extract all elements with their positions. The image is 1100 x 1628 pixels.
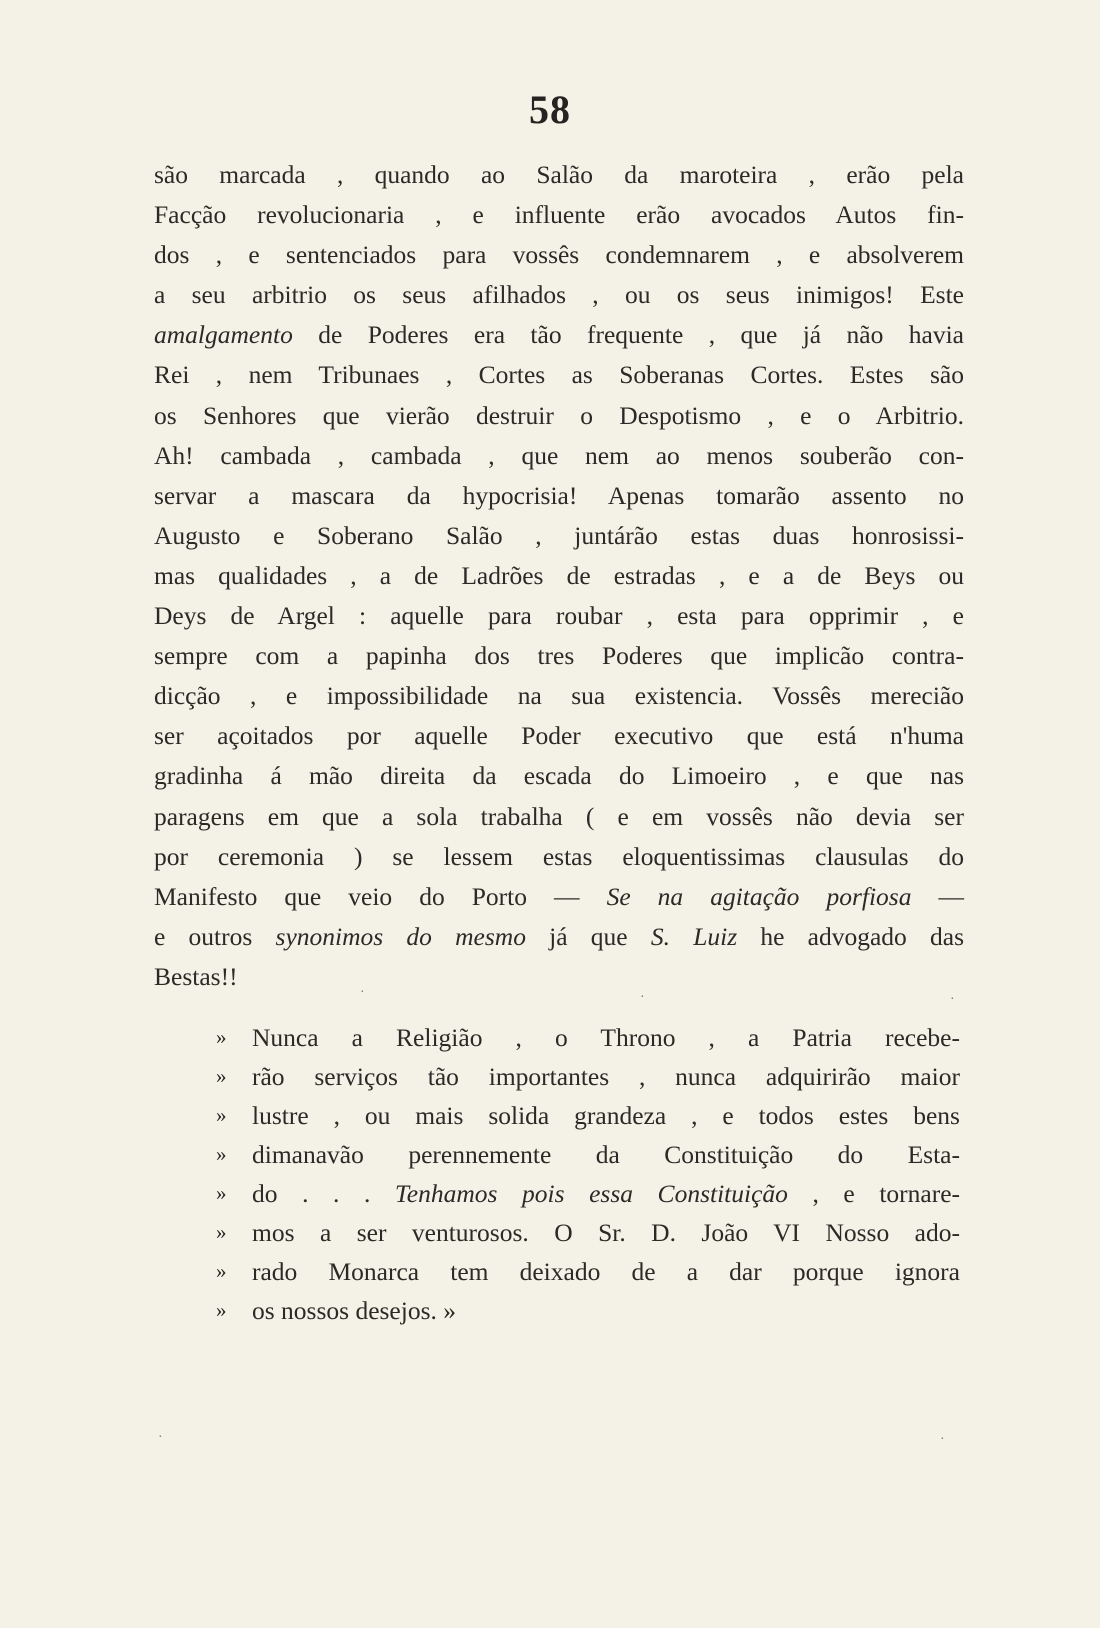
text-fragment: he advogado das	[760, 921, 964, 951]
quote-mark: »	[216, 1064, 227, 1088]
quote-mark: »	[216, 1298, 227, 1322]
page-number: 58	[529, 87, 571, 132]
text-line: gradinha á mão direita da escada do Limoeiro , e que nas	[154, 761, 964, 791]
text-line: são marcada , quando ao Salão da maroteira , erão pela	[154, 160, 964, 189]
quote-line: os nossos desejos. »	[252, 1296, 457, 1325]
text-line: ser açoitados por aquelle Poder executivo que está n'huma	[154, 721, 964, 751]
quote-line	[252, 1174, 960, 1213]
quote-mark: »	[216, 1103, 227, 1127]
quote-line: mos a ser venturosos. O Sr. D. João VI Nosso ado-	[252, 1218, 960, 1247]
text-line	[154, 315, 964, 355]
body-paragraph	[154, 155, 964, 997]
text-fragment: do . . .	[252, 1179, 371, 1208]
italic-phrase: Tenhamos pois essa Constituição	[394, 1179, 788, 1208]
text-fragment: Manifesto que veio do Porto —	[154, 881, 580, 911]
paper-speck: ·	[940, 1432, 945, 1447]
text-line: Deys de Argel : aquelle para roubar , esta para opprimir , e	[154, 601, 964, 631]
paper-speck: ·	[158, 1430, 163, 1445]
italic-phrase: synonimos do mesmo	[275, 921, 526, 951]
text-line	[154, 877, 964, 917]
text-line	[154, 917, 964, 957]
paper-speck: ·	[640, 990, 645, 1005]
text-line: dicção , e impossibilidade na sua existencia. Vossês merecião	[154, 681, 964, 711]
quote-line: lustre , ou mais solida grandeza , e todos estes bens	[252, 1101, 960, 1130]
text-fragment: , e tornare-	[812, 1179, 961, 1208]
paper-speck: ·	[360, 985, 365, 1000]
italic-quote: Se na agitação porfiosa	[606, 881, 912, 911]
text-line: Rei , nem Tribunaes , Cortes as Soberanas Cortes. Estes são	[154, 360, 964, 390]
text-line: Ah! cambada , cambada , que nem ao menos souberão con-	[154, 440, 964, 470]
text-line: os Senhores que vierão destruir o Despotismo , e o Arbitrio.	[154, 400, 964, 430]
italic-word: amalgamento	[154, 320, 293, 350]
text-fragment: e outros	[154, 921, 253, 951]
quote-mark: »	[216, 1142, 227, 1166]
quote-line: rado Monarca tem deixado de a dar porque ignora	[252, 1257, 960, 1286]
quote-line: Nunca a Religião , o Throno , a Patria recebe-	[252, 1023, 960, 1052]
text-line: Bestas!!	[154, 961, 238, 991]
text-line: servar a mascara da hypocrisia! Apenas tomarão assento no	[154, 480, 964, 510]
text-fragment: de Poderes era tão frequente , que já não havia	[318, 320, 964, 350]
text-line: Facção revolucionaria , e influente erão avocados Autos fin-	[154, 200, 964, 230]
text-line: por ceremonia ) se lessem estas eloquentissimas clausulas do	[154, 841, 964, 871]
text-line: mas qualidades , a de Ladrões de estradas , e a de Beys ou	[154, 560, 964, 590]
paper-speck: ·	[950, 992, 955, 1007]
quote-mark: »	[216, 1259, 227, 1283]
block-quote	[216, 1018, 961, 1330]
italic-name: S. Luiz	[650, 921, 738, 951]
quote-mark: »	[216, 1025, 227, 1049]
quote-mark: »	[216, 1181, 227, 1205]
quote-line: rão serviços tão importantes , nunca adquirirão maior	[252, 1062, 960, 1091]
quote-line: dimanavão perennemente da Constituição do Esta-	[252, 1140, 960, 1169]
text-line: Augusto e Soberano Salão , juntárão estas duas honrosissi-	[154, 520, 964, 550]
quote-mark: »	[216, 1220, 227, 1244]
text-line: paragens em que a sola trabalha ( e em vossês não devia ser	[154, 801, 964, 831]
text-line: a seu arbitrio os seus afilhados , ou os seus inimigos! Este	[154, 280, 964, 310]
text-fragment: já que	[549, 921, 628, 951]
text-fragment: —	[938, 881, 965, 911]
text-line: dos , e sentenciados para vossês condemnarem , e absolverem	[154, 240, 964, 270]
text-line: sempre com a papinha dos tres Poderes que implicão contra-	[154, 641, 964, 671]
